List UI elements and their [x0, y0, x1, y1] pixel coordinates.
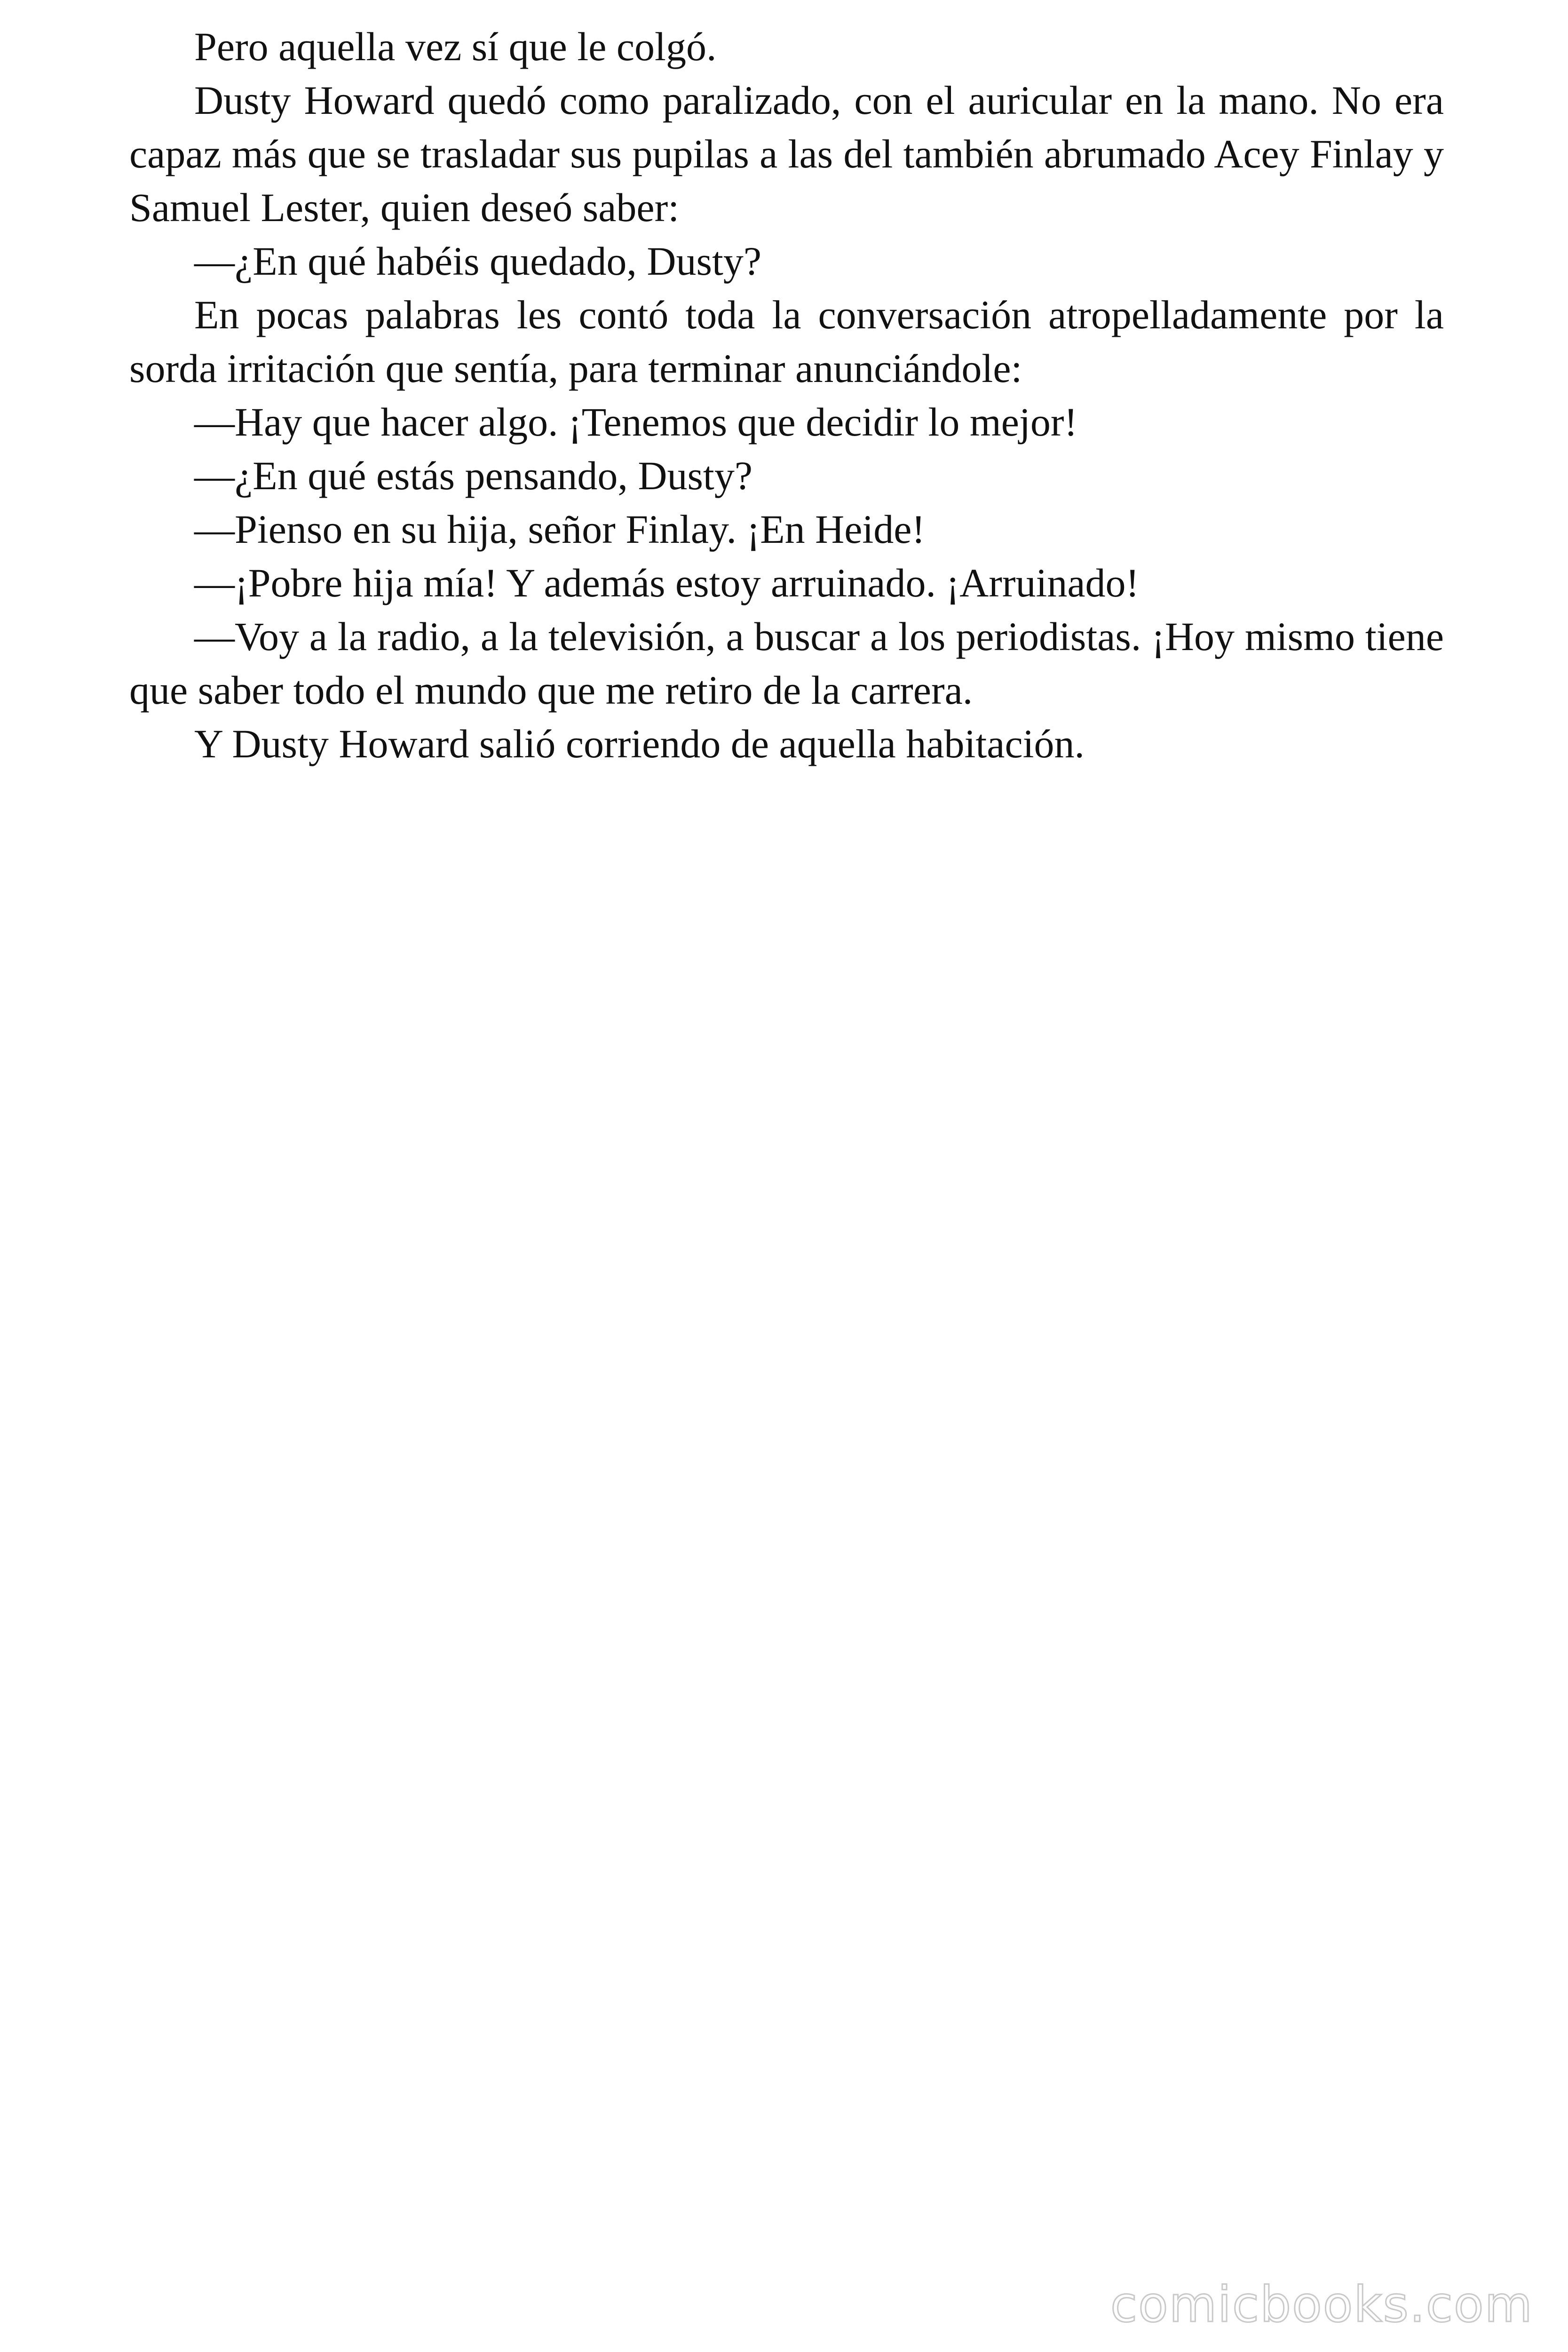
paragraph: —Hay que hacer algo. ¡Tenemos que decidir lo mejor! — [194, 399, 1078, 445]
body-text — [129, 20, 1444, 771]
watermark-text: comicbooks.com — [1110, 2276, 1533, 2333]
paragraph: —Voy a la radio, a la televisión, a buscar a los periodistas. ¡Hoy mismo tiene que saber todo el mundo que me retiro de la carrera. — [129, 614, 1444, 713]
paragraph: —¿En qué estás pensando, Dusty? — [194, 453, 752, 498]
paragraph: En pocas palabras les contó toda la conversación atropelladamente por la sorda irritación que sentía, para terminar anunciándole: — [129, 292, 1444, 391]
paragraph: Dusty Howard quedó como paralizado, con el auricular en la mano. No era capaz más que se trasladar sus pupilas a las del también abrumado Acey Finlay y Samuel Lester, quien deseó saber: — [129, 78, 1444, 230]
paragraph: —Pienso en su hija, señor Finlay. ¡En Heide! — [194, 507, 926, 552]
paragraph: Pero aquella vez sí que le colgó. — [194, 24, 717, 69]
paragraph: —¿En qué habéis quedado, Dusty? — [194, 238, 762, 284]
paragraph: Y Dusty Howard salió corriendo de aquella habitación. — [194, 721, 1085, 766]
paragraph: —¡Pobre hija mía! Y además estoy arruinado. ¡Arruinado! — [194, 560, 1140, 605]
